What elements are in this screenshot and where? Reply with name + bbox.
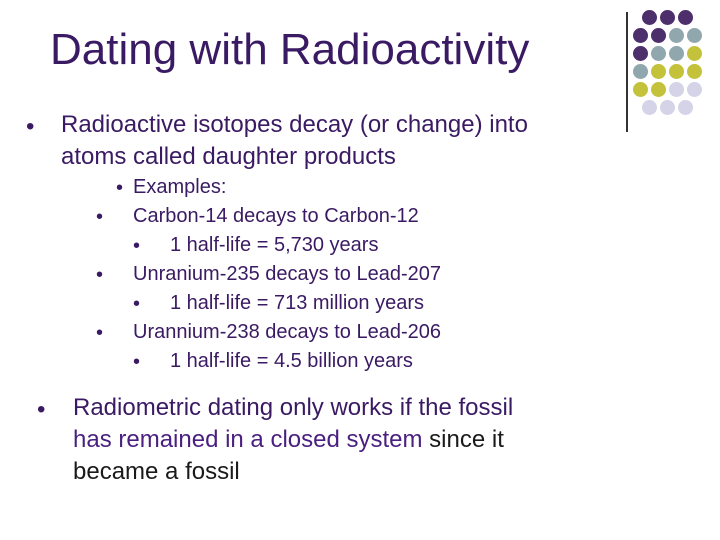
example-1-text: Carbon-14 decays to Carbon-12	[133, 205, 419, 227]
dot-olive	[669, 64, 684, 79]
dot-teal	[651, 46, 666, 61]
bullet-example-3-detail: •	[133, 351, 141, 373]
dot-olive	[687, 64, 702, 79]
bullet-example-1: •	[96, 206, 104, 228]
example-2-text: Unranium-235 decays to Lead-207	[133, 263, 441, 285]
dot-olive	[651, 64, 666, 79]
decorative-dot-grid	[633, 10, 720, 120]
bullet-example-2-detail: •	[133, 293, 141, 315]
dot-olive	[651, 82, 666, 97]
point2-line2-rest: since it	[422, 426, 504, 453]
dot-lavender	[678, 100, 693, 115]
bullet-example-2: •	[96, 264, 104, 286]
bullet-example-1-detail: •	[133, 235, 141, 257]
bullet-point-1: •	[26, 113, 35, 140]
dot-purple	[642, 10, 657, 25]
example-3-text: Urannium-238 decays to Lead-206	[133, 321, 441, 343]
point2-line1: Radiometric dating only works if the fossil	[73, 394, 514, 421]
point1-line1: Radioactive isotopes decay (or change) into	[61, 111, 528, 138]
divider-line	[626, 12, 628, 132]
examples-label: Examples:	[133, 176, 227, 198]
example-3-detail: 1 half-life = 4.5 billion years	[170, 350, 413, 372]
dot-lavender	[669, 82, 684, 97]
closed-system-highlight: has remained in a closed system	[73, 426, 423, 453]
dot-teal	[633, 64, 648, 79]
dot-lavender	[660, 100, 675, 115]
dot-purple	[660, 10, 675, 25]
point1-line2: atoms called daughter products	[61, 143, 396, 170]
dot-teal	[687, 28, 702, 43]
dot-lavender	[642, 100, 657, 115]
dot-purple	[633, 28, 648, 43]
bullet-examples: •	[116, 177, 124, 199]
point2-line3: became a fossil	[73, 458, 240, 485]
dot-olive	[633, 82, 648, 97]
bullet-example-3: •	[96, 322, 104, 344]
dot-purple	[633, 46, 648, 61]
example-2-detail: 1 half-life = 713 million years	[170, 292, 425, 314]
slide-title: Dating with Radioactivity	[50, 25, 530, 74]
dot-teal	[669, 46, 684, 61]
bullet-point-2: •	[37, 396, 46, 423]
dot-purple	[678, 10, 693, 25]
dot-olive	[687, 46, 702, 61]
example-1-detail: 1 half-life = 5,730 years	[170, 234, 379, 256]
dot-teal	[669, 28, 684, 43]
dot-purple	[651, 28, 666, 43]
dot-lavender	[687, 82, 702, 97]
point2-line2	[73, 425, 504, 455]
